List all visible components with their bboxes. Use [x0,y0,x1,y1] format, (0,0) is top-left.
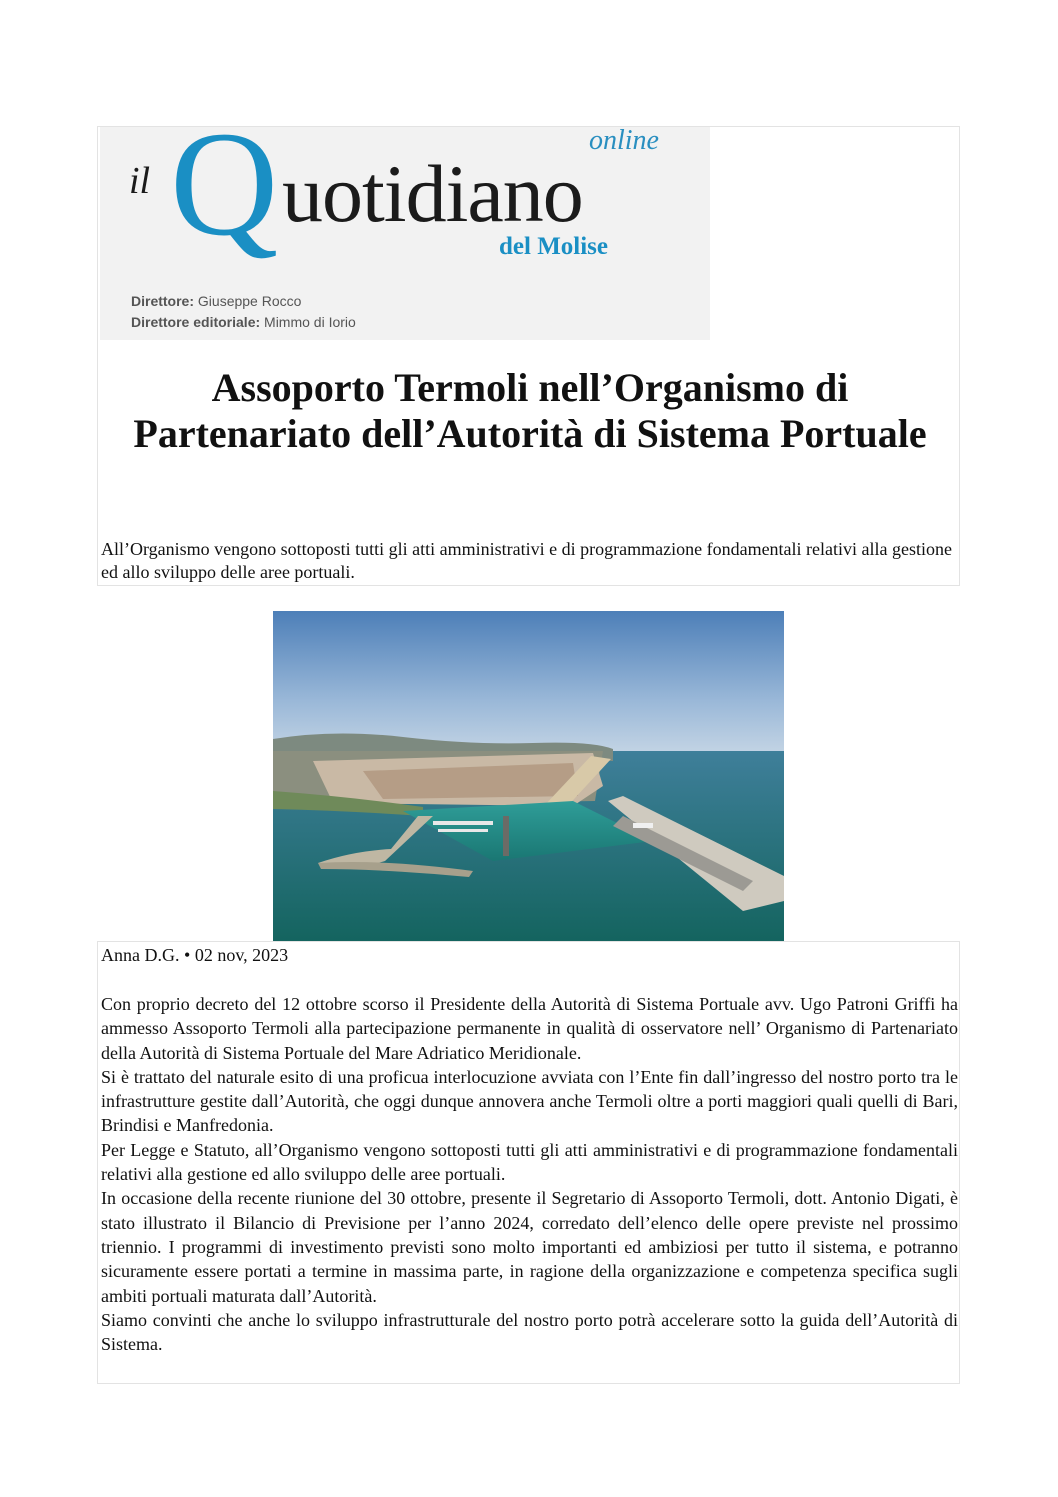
editorial-label: Direttore editoriale: [131,314,261,330]
masthead-editorial-director [131,314,356,330]
article-standfirst: All’Organismo vengono sottoposti tutti gli atti amministrativi e di programmazione fondamentali relativi alla gestione ed allo sviluppo delle aree portuali. [101,539,952,582]
director-name: Giuseppe Rocco [197,293,302,309]
article-byline [101,944,288,966]
publish-date: 02 nov, 2023 [194,945,289,965]
masthead [100,101,710,340]
paragraph-5: Siamo convinti che anche lo sviluppo infrastrutturale del nostro porto potrà accelerare sotto la guida dell’Autorità di Sistema. [101,1309,958,1355]
masthead-q-letter: Q [170,101,279,267]
masthead-il: il [129,160,151,202]
masthead-online: online [589,125,659,156]
paragraph-1: Con proprio decreto del 12 ottobre scorso il Presidente della Autorità di Sistema Portuale avv. Ugo Patroni Griffi ha ammesso Assoporto Termoli alla partecipazione permanente in qualità di osservatore nell’ Organismo di Partenariato della Autorità di Sistema Portuale del Mare Adriatico Meridionale. [101,994,958,1063]
paragraph-4: In occasione della recente riunione del 30 ottobre, presente il Segretario di Assoporto Termoli, dott. Antonio Digati, è stato illustrato il Bilancio di Previsione per l’anno 2024, corredato dell’elenco delle opere previste nel prossimo triennio. I programmi di investimento previsti sono molto importanti ed ambiziosi per tutto il sistema, e potranno sicuramente essere portati a termine in massima parte, in ragione della organizzazione e competenza specifica sugli ambiti portuali maturata dall’Autorità. [101,1188,958,1306]
masthead-region: del Molise [499,233,609,260]
article-title: Assoporto Termoli nell’Organismo di Partenariato dell’Autorità di Sistema Portuale [133,365,927,456]
aerial-port-photo [273,611,784,941]
byline-separator: • [184,945,191,965]
paragraph-3: Per Legge e Statuto, all’Organismo vengono sottoposti tutti gli atti amministrativi e di programmazione fondamentali relativi alla gestione ed allo sviluppo delle aree portuali. [101,1139,958,1185]
masthead-wordmark: uotidiano [282,148,583,239]
article-body [101,992,958,1356]
author: Anna D.G. [101,945,180,965]
editorial-name: Mimmo di Iorio [264,314,356,330]
paragraph-2: Si è trattato del naturale esito di una proficua interlocuzione avviata con l’Ente fin dall’ingresso del nostro porto tra le infrastrutture gestite dall’Autorità, che oggi dunque annovera anche Termoli oltre a porti maggiori quali quelli di Bari, Brindisi e Manfredonia. [101,1066,958,1136]
masthead-director [131,293,301,309]
director-label: Direttore: [131,293,195,309]
port-illustration [273,611,784,941]
